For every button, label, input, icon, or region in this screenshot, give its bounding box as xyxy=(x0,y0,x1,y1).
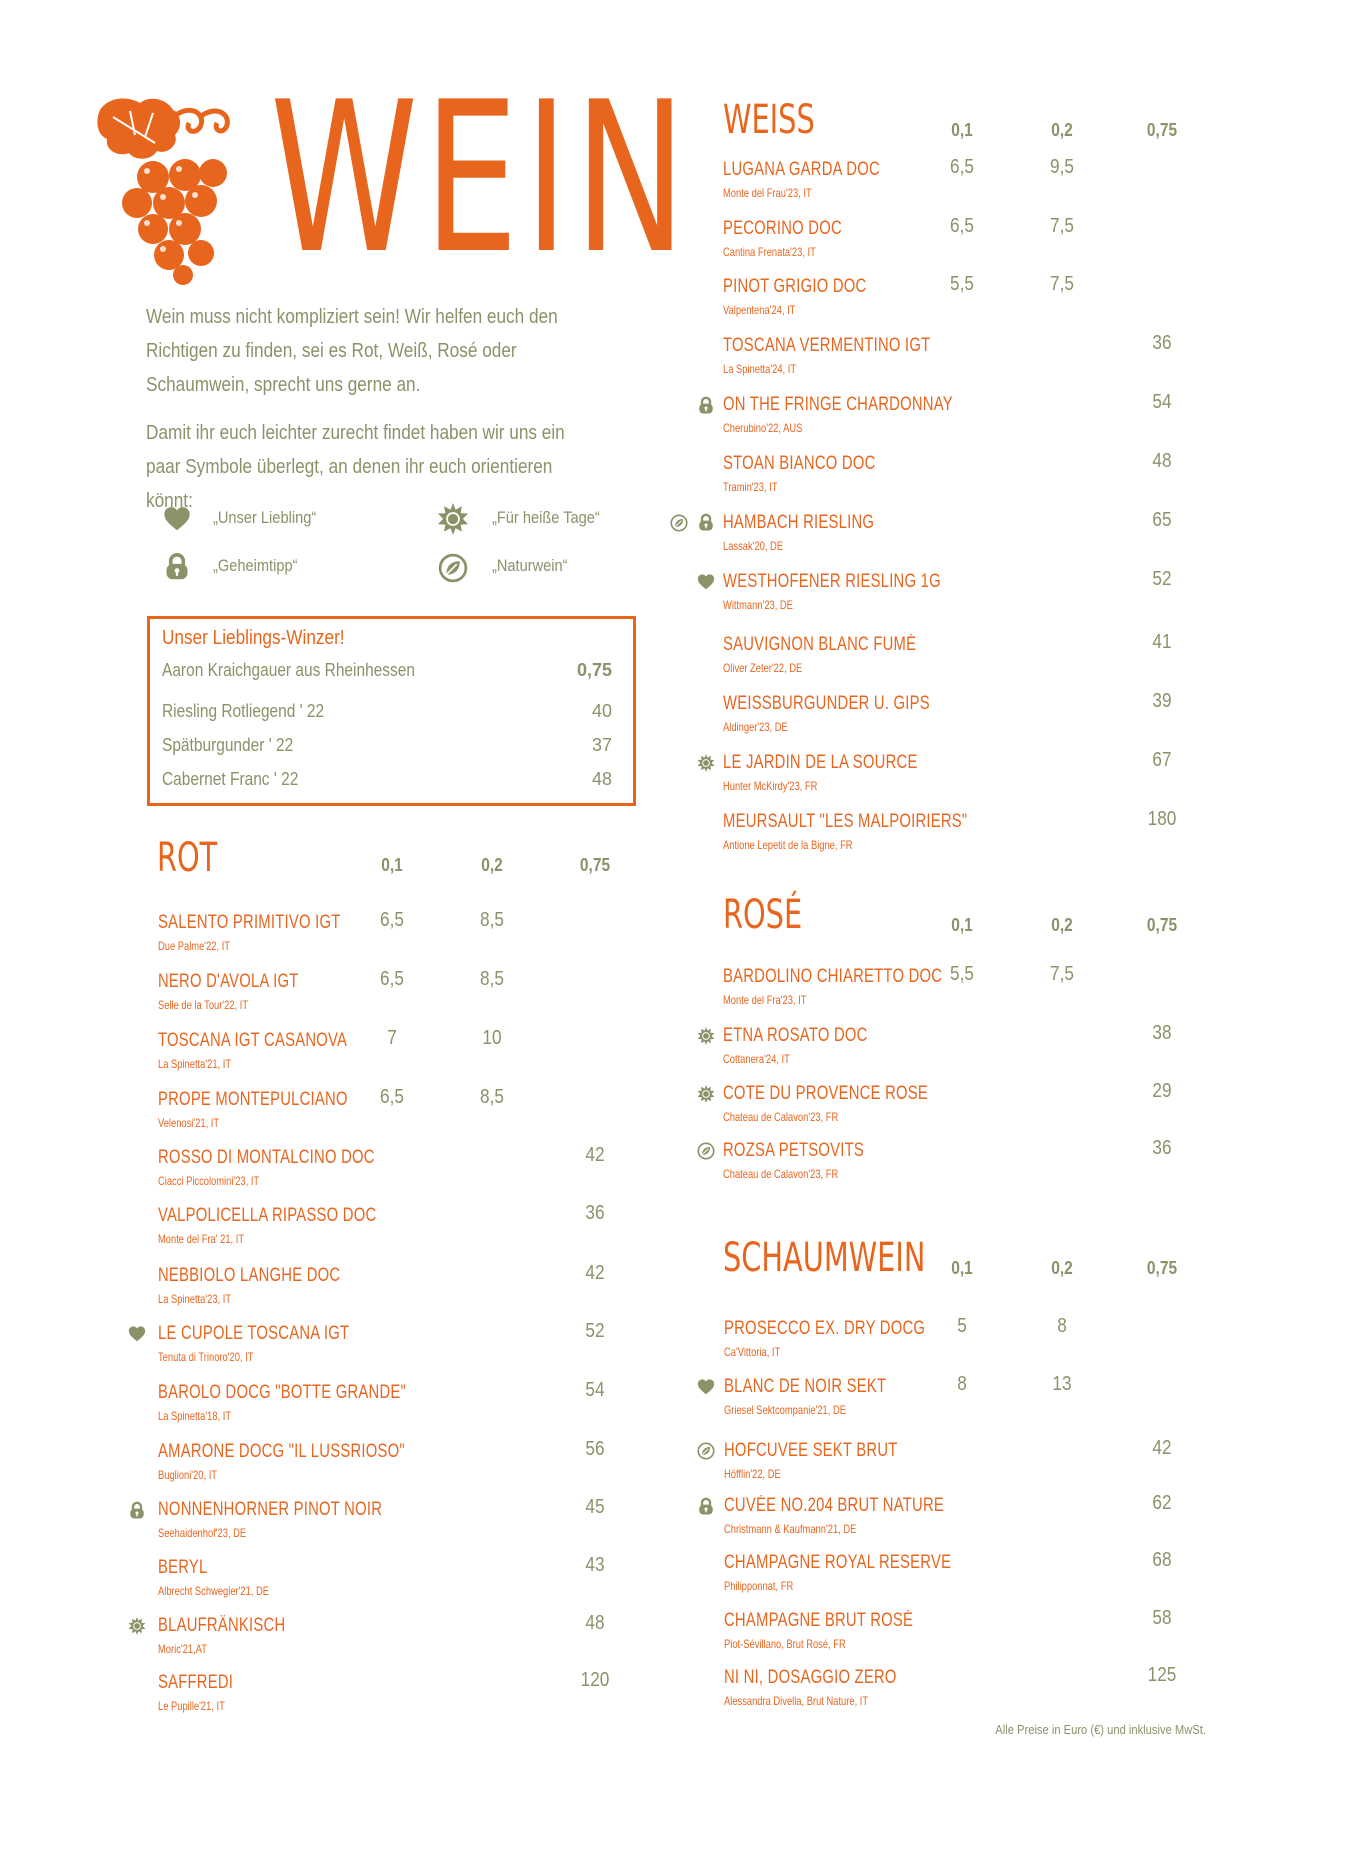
menu-item xyxy=(723,453,919,494)
menu-item xyxy=(723,276,907,317)
item-price: 52 xyxy=(585,1320,605,1342)
menu-item xyxy=(724,1440,947,1481)
item-price: 52 xyxy=(1152,568,1172,590)
box-item-name: Riesling Rotliegend ' 22 xyxy=(162,701,325,721)
menu-item xyxy=(158,1323,403,1364)
item-name: VALPOLICELLA RIPASSO DOC xyxy=(158,1205,377,1226)
grape-logo-icon xyxy=(95,95,265,285)
menu-item xyxy=(724,1552,1015,1593)
item-price: 10 xyxy=(482,1027,502,1049)
menu-item xyxy=(158,1441,475,1482)
legend-heart-label: „Unser Liebling“ xyxy=(213,508,317,527)
item-name: PINOT GRIGIO DOC xyxy=(723,276,867,297)
menu-item xyxy=(723,1083,986,1124)
item-price: 8 xyxy=(957,1373,967,1395)
item-price: 42 xyxy=(585,1262,605,1284)
menu-item xyxy=(723,335,989,376)
item-name: SAUVIGNON BLANC FUMÉ xyxy=(723,634,917,655)
box-item-price: 48 xyxy=(591,769,612,789)
item-name: AMARONE DOCG "IL LUSSRIOSO" xyxy=(158,1441,405,1462)
item-price: 58 xyxy=(1152,1607,1172,1629)
item-producer: Cantina Frenata'23, IT xyxy=(723,245,816,259)
item-producer: La Spinetta'21, IT xyxy=(158,1057,232,1071)
item-price: 7,5 xyxy=(1050,963,1074,985)
item-price: 42 xyxy=(1152,1437,1172,1459)
item-producer: Tenuta di Trinoro'20, IT xyxy=(158,1350,254,1364)
section-title: ROSÉ xyxy=(723,892,803,938)
item-producer: Philipponnat, FR xyxy=(724,1579,794,1593)
box-column-header: 0,75 xyxy=(576,660,612,680)
item-price: 62 xyxy=(1152,1492,1172,1514)
item-price: 43 xyxy=(585,1554,605,1576)
item-producer: Alessandra Divella, Brut Nature, IT xyxy=(724,1694,869,1708)
heart-icon xyxy=(163,505,191,533)
item-price: 56 xyxy=(585,1438,605,1460)
leaf-icon xyxy=(697,1142,715,1160)
item-name: LE JARDIN DE LA SOURCE xyxy=(723,752,918,773)
item-name: HAMBACH RIESLING xyxy=(723,512,875,533)
item-name: ON THE FRINGE CHARDONNAY xyxy=(723,394,953,415)
menu-item xyxy=(158,1089,401,1130)
item-price: 36 xyxy=(585,1202,605,1224)
heart-icon xyxy=(697,1378,715,1396)
heart-icon xyxy=(697,573,715,591)
item-name: ROZSA PETSOVITS xyxy=(723,1140,865,1161)
item-price: 8,5 xyxy=(480,968,504,990)
item-producer: Griesel Sektcompanie'21, DE xyxy=(724,1403,846,1417)
item-price: 9,5 xyxy=(1050,156,1074,178)
item-price: 65 xyxy=(1152,509,1172,531)
item-price: 8,5 xyxy=(480,909,504,931)
column-header: 0,2 xyxy=(1051,915,1073,935)
item-name: CUVÉE NO.204 BRUT NATURE xyxy=(724,1495,945,1516)
item-producer: Chateau de Calavon'23, FR xyxy=(723,1167,839,1181)
item-producer: Buglioni'20, IT xyxy=(158,1468,218,1482)
menu-item xyxy=(724,1667,945,1708)
item-price: 120 xyxy=(580,1669,610,1691)
item-name: BERYL xyxy=(158,1557,208,1578)
item-producer: Moric'21,AT xyxy=(158,1642,207,1656)
menu-item xyxy=(724,1376,932,1417)
item-name: LUGANA GARDA DOC xyxy=(723,159,880,180)
box-title: Unser Lieblings-Winzer! xyxy=(162,627,345,649)
item-producer: Due Palme'22, IT xyxy=(158,939,231,953)
item-name: BLANC DE NOIR SEKT xyxy=(724,1376,887,1397)
item-name: BAROLO DOCG "BOTTE GRANDE" xyxy=(158,1382,407,1403)
item-producer: Cherubino'22, AUS xyxy=(723,421,803,435)
sun-icon xyxy=(437,503,469,535)
item-price: 8,5 xyxy=(480,1086,504,1108)
item-producer: Monte del Fra'23, IT xyxy=(723,993,807,1007)
item-price: 5,5 xyxy=(950,963,974,985)
menu-item xyxy=(158,1382,476,1423)
item-name: BLAUFRÄNKISCH xyxy=(158,1615,286,1636)
item-price: 36 xyxy=(1152,332,1172,354)
intro-paragraph-2: Damit ihr euch leichter zurecht findet haben wir uns ein paar Symbole überlegt, an denen ihr euch orientieren könnt: xyxy=(146,422,565,512)
item-name: HOFCUVEE SEKT BRUT xyxy=(724,1440,898,1461)
column-header: 0,1 xyxy=(381,855,403,875)
item-name: TOSCANA IGT CASANOVA xyxy=(158,1030,348,1051)
sun-icon xyxy=(697,1027,715,1045)
item-producer: Selle de la Tour'22, IT xyxy=(158,998,249,1012)
item-price: 67 xyxy=(1152,749,1172,771)
column-header: 0,1 xyxy=(951,1258,973,1278)
item-producer: Christmann & Kaufmann'21, DE xyxy=(724,1522,857,1536)
menu-item xyxy=(723,1025,908,1066)
box-item-price: 37 xyxy=(591,735,612,755)
box-subtitle: Aaron Kraichgauer aus Rheinhessen xyxy=(162,660,416,680)
item-price: 38 xyxy=(1152,1022,1172,1044)
lock-icon xyxy=(697,396,715,414)
sun-icon xyxy=(697,1085,715,1103)
leaf-icon xyxy=(438,553,468,583)
menu-item xyxy=(724,1495,1006,1536)
item-price: 13 xyxy=(1052,1373,1072,1395)
menu-item xyxy=(723,693,988,734)
legend-sun-label: „Für heiße Tage“ xyxy=(492,508,600,527)
lock-icon xyxy=(697,513,715,531)
item-name: STOAN BIANCO DOC xyxy=(723,453,876,474)
leaf-icon xyxy=(670,514,688,532)
item-name: SALENTO PRIMITIVO IGT xyxy=(158,912,341,933)
menu-item xyxy=(723,634,971,675)
menu-item xyxy=(158,912,392,953)
item-producer: Ciacci Piccolomini'23, IT xyxy=(158,1174,260,1188)
item-producer: Lassak'20, DE xyxy=(723,539,784,553)
item-price: 6,5 xyxy=(950,156,974,178)
item-producer: Wittmann'23, DE xyxy=(723,598,793,612)
menu-item xyxy=(723,218,875,259)
item-name: WEISSBURGUNDER U. GIPS xyxy=(723,693,930,714)
item-producer: Chateau de Calavon'23, FR xyxy=(723,1110,839,1124)
item-name: ROSSO DI MONTALCINO DOC xyxy=(158,1147,375,1168)
column-header: 0,75 xyxy=(579,855,611,875)
item-price: 5,5 xyxy=(950,273,974,295)
menu-item xyxy=(158,971,338,1012)
page-title: WEIN xyxy=(270,58,692,300)
item-producer: Aldinger'23, DE xyxy=(723,720,788,734)
section-title: SCHAUMWEIN xyxy=(723,1235,926,1281)
menu-item xyxy=(158,1672,254,1713)
item-price: 5 xyxy=(957,1315,967,1337)
sun-icon xyxy=(128,1617,146,1635)
sun-icon xyxy=(697,754,715,772)
item-producer: Albrecht Schwegler'21, DE xyxy=(158,1584,270,1598)
item-name: NEBBIOLO LANGHE DOC xyxy=(158,1265,341,1286)
item-producer: Höfflin'22, DE xyxy=(724,1467,781,1481)
box-item-price: 40 xyxy=(591,701,612,721)
intro-paragraph-1: Wein muss nicht kompliziert sein! Wir helfen euch den Richtigen zu finden, sei es Rot, Weiß, Rosé oder Schaumwein, sprecht uns gerne an. xyxy=(146,306,558,396)
item-name: SAFFREDI xyxy=(158,1672,234,1693)
item-producer: La Spinetta'23, IT xyxy=(158,1292,232,1306)
legend-lock-label: „Geheimtipp“ xyxy=(213,556,298,575)
column-header: 0,2 xyxy=(1051,120,1073,140)
legend-leaf-label: „Naturwein“ xyxy=(492,556,568,575)
menu-item xyxy=(723,159,924,200)
item-price: 45 xyxy=(585,1496,605,1518)
lock-icon xyxy=(697,1497,715,1515)
menu-item xyxy=(158,1147,436,1188)
menu-item xyxy=(158,1615,321,1656)
item-price: 7 xyxy=(387,1027,397,1049)
menu-item xyxy=(158,1030,401,1071)
item-name: MEURSAULT "LES MALPOIRIERS" xyxy=(723,811,968,832)
item-producer: Seehaidenhof'23, DE xyxy=(158,1526,247,1540)
item-name: TOSCANA VERMENTINO IGT xyxy=(723,335,931,356)
item-producer: Antione Lepetit de la Bigne, FR xyxy=(723,838,853,852)
column-header: 0,1 xyxy=(951,915,973,935)
menu-item xyxy=(158,1265,392,1306)
section-title: WEISS xyxy=(723,97,815,143)
item-producer: La Spinetta'18, IT xyxy=(158,1409,232,1423)
item-name: PROPE MONTEPULCIANO xyxy=(158,1089,348,1110)
item-price: 39 xyxy=(1152,690,1172,712)
item-price: 54 xyxy=(585,1379,605,1401)
menu-item xyxy=(723,752,972,793)
item-price: 7,5 xyxy=(1050,273,1074,295)
item-producer: Oliver Zeter'22, DE xyxy=(723,661,803,675)
column-header: 0,75 xyxy=(1146,1258,1178,1278)
column-header: 0,75 xyxy=(1146,120,1178,140)
item-price: 7,5 xyxy=(1050,215,1074,237)
item-producer: Monte del Frau'23, IT xyxy=(723,186,812,200)
item-name: CHAMPAGNE BRUT ROSÉ xyxy=(724,1610,914,1631)
item-producer: Piot-Sévillano, Brut Rosé, FR xyxy=(724,1637,846,1651)
column-header: 0,2 xyxy=(481,855,503,875)
item-name: CHAMPAGNE ROYAL RESERVE xyxy=(724,1552,952,1573)
menu-item xyxy=(723,1140,904,1181)
item-price: 41 xyxy=(1152,631,1172,653)
item-price: 6,5 xyxy=(380,1086,404,1108)
item-price: 48 xyxy=(1152,450,1172,472)
menu-item xyxy=(724,1610,967,1651)
item-price: 68 xyxy=(1152,1549,1172,1571)
item-price: 125 xyxy=(1147,1664,1177,1686)
item-name: COTE DU PROVENCE ROSE xyxy=(723,1083,929,1104)
menu-item xyxy=(723,394,1018,435)
column-header: 0,1 xyxy=(951,120,973,140)
leaf-icon xyxy=(697,1442,715,1460)
item-producer: Valpentena'24, IT xyxy=(723,303,796,317)
item-producer: Ca'Vittoria, IT xyxy=(724,1345,781,1359)
section-title: ROT xyxy=(157,835,218,881)
item-name: NERO D'AVOLA IGT xyxy=(158,971,299,992)
item-name: ETNA ROSATO DOC xyxy=(723,1025,868,1046)
footnote: Alle Preise in Euro (€) und inklusive MwSt. xyxy=(995,1722,1206,1737)
menu-item xyxy=(723,811,1036,852)
item-name: NI NI, DOSAGGIO ZERO xyxy=(724,1667,897,1688)
menu-item xyxy=(158,1499,445,1540)
lock-icon xyxy=(163,551,191,581)
menu-item xyxy=(723,512,917,553)
item-price: 6,5 xyxy=(380,909,404,931)
item-producer: Le Pupille'21, IT xyxy=(158,1699,225,1713)
item-name: PECORINO DOC xyxy=(723,218,842,239)
item-name: NONNENHORNER PINOT NOIR xyxy=(158,1499,383,1520)
column-header: 0,75 xyxy=(1146,915,1178,935)
item-price: 36 xyxy=(1152,1137,1172,1159)
item-price: 6,5 xyxy=(380,968,404,990)
item-producer: Hunter McKirdy'23, FR xyxy=(723,779,818,793)
item-price: 8 xyxy=(1057,1315,1067,1337)
column-header: 0,2 xyxy=(1051,1258,1073,1278)
item-price: 42 xyxy=(585,1144,605,1166)
item-name: WESTHOFENER RIESLING 1G xyxy=(723,571,941,592)
item-name: LE CUPOLE TOSCANA IGT xyxy=(158,1323,350,1344)
box-item-name: Cabernet Franc ' 22 xyxy=(162,769,299,789)
menu-item xyxy=(158,1557,300,1598)
item-price: 54 xyxy=(1152,391,1172,413)
menu-item xyxy=(158,1205,438,1246)
item-price: 48 xyxy=(585,1612,605,1634)
item-producer: Monte del Fra' 21, IT xyxy=(158,1232,245,1246)
item-producer: Velenosi'21, IT xyxy=(158,1116,220,1130)
item-price: 6,5 xyxy=(950,215,974,237)
item-price: 29 xyxy=(1152,1080,1172,1102)
item-producer: Cottanera'24, IT xyxy=(723,1052,790,1066)
item-producer: La Spinetta'24, IT xyxy=(723,362,797,376)
heart-icon xyxy=(128,1325,146,1343)
item-name: PROSECCO EX. DRY DOCG xyxy=(724,1318,926,1339)
item-producer: Tramin'23, IT xyxy=(723,480,778,494)
menu-item xyxy=(723,571,1002,612)
box-item-name: Spätburgunder ' 22 xyxy=(162,735,294,755)
item-name: BARDOLINO CHIARETTO DOC xyxy=(723,966,943,987)
lock-icon xyxy=(128,1501,146,1519)
item-price: 180 xyxy=(1147,808,1177,830)
